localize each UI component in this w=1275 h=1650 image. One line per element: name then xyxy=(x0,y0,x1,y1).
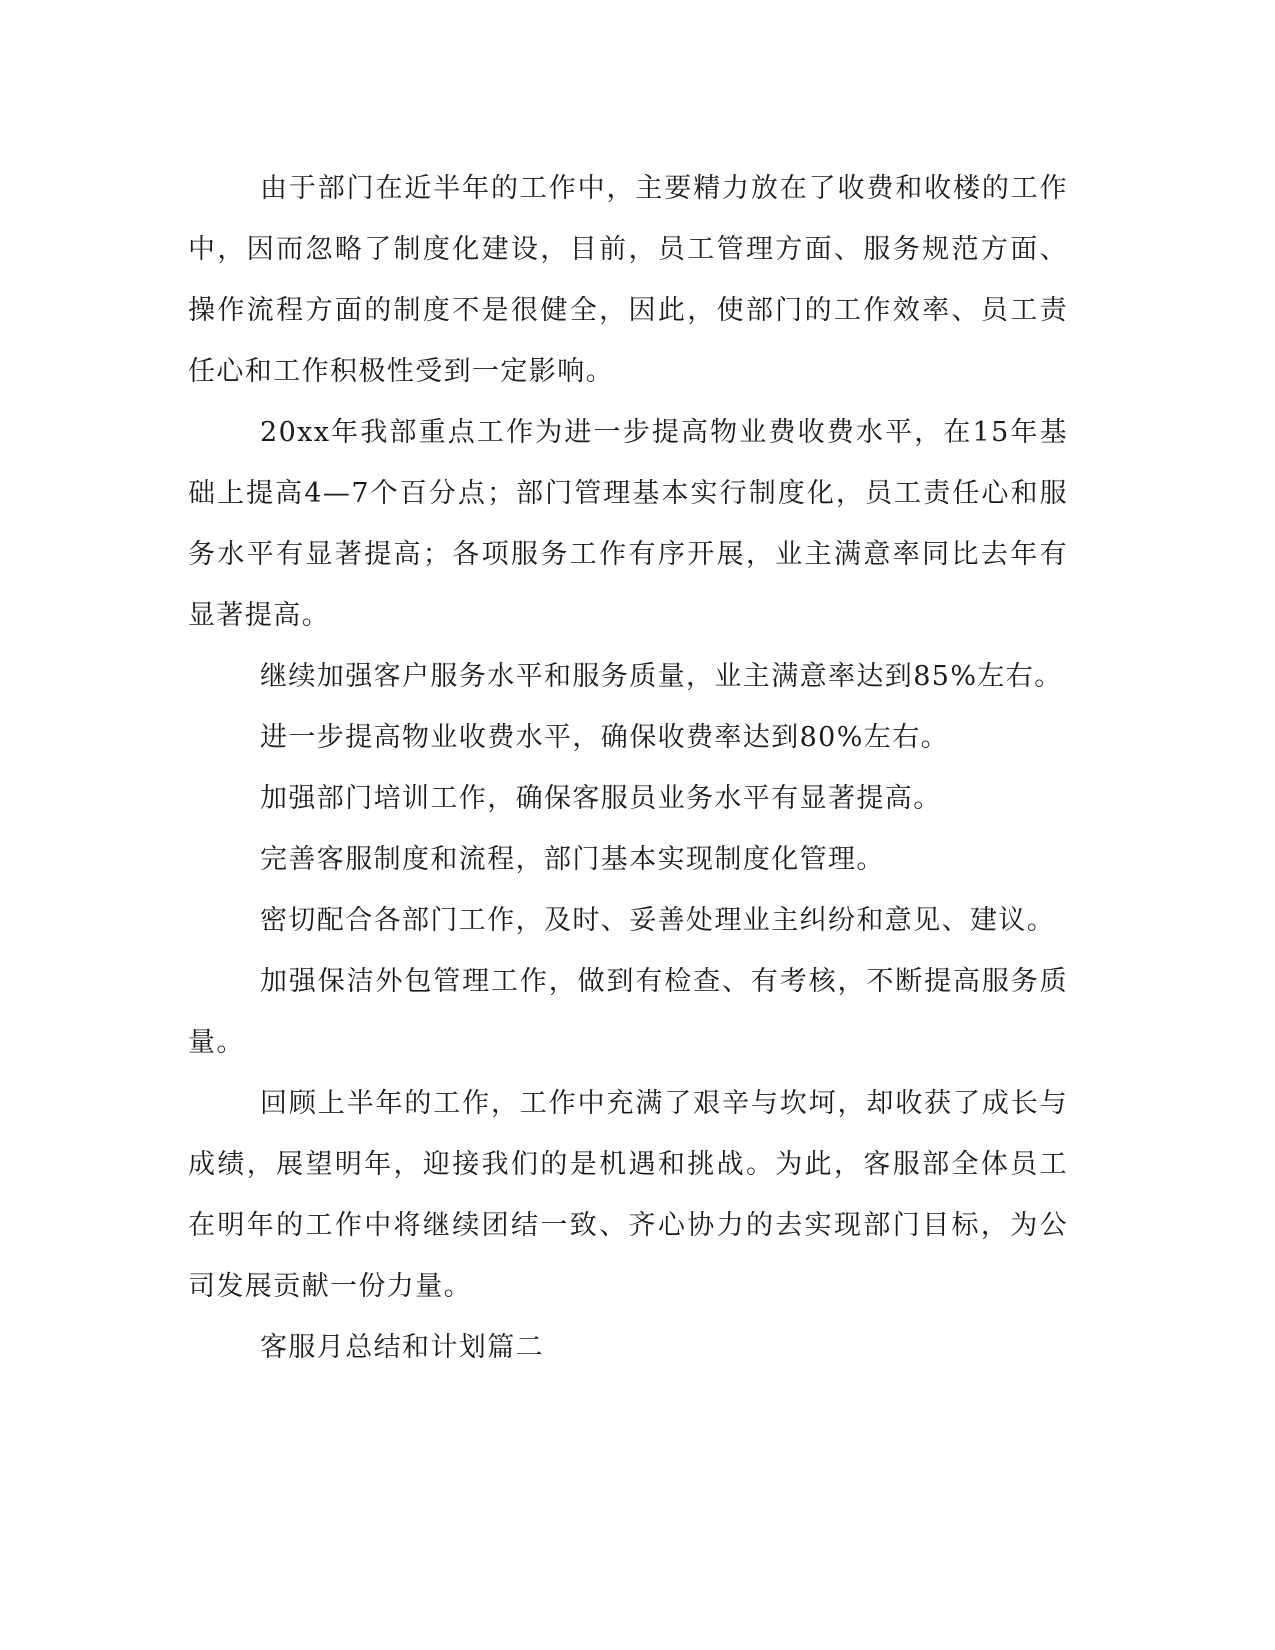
document-body xyxy=(188,158,1068,1378)
paragraph-review: 回顾上半年的工作，工作中充满了艰辛与坎坷，却收获了成长与成绩，展望明年，迎接我们的是机遇和挑战。为此，客服部全体员工在明年的工作中将继续团结一致、齐心协力的去实现部门目标，为公司发展贡献一份力量。 xyxy=(188,1088,1068,1302)
paragraph-cleaning: 加强保洁外包管理工作，做到有检查、有考核，不断提高服务质量。 xyxy=(188,966,1068,1058)
paragraph-training: 加强部门培训工作，确保客服员业务水平有显著提高。 xyxy=(260,783,942,814)
paragraph-customer-service: 继续加强客户服务水平和服务质量，业主满意率达到85%左右。 xyxy=(260,661,1063,692)
paragraph-cooperation: 密切配合各部门工作，及时、妥善处理业主纠纷和意见、建议。 xyxy=(260,905,1056,936)
paragraph-fee-collection: 进一步提高物业收费水平，确保收费率达到80%左右。 xyxy=(260,722,950,753)
paragraph-process: 完善客服制度和流程，部门基本实现制度化管理。 xyxy=(260,844,885,875)
section-heading: 客服月总结和计划篇二 xyxy=(260,1332,544,1363)
paragraph-system-building: 由于部门在近半年的工作中，主要精力放在了收费和收楼的工作中，因而忽略了制度化建设，目前，员工管理方面、服务规范方面、操作流程方面的制度不是很健全，因此，使部门的工作效率、员工责任心和工作积极性受到一定影响。 xyxy=(188,173,1068,387)
paragraph-key-goals: 20xx年我部重点工作为进一步提高物业费收费水平，在15年基础上提高4—7个百分点；部门管理基本实行制度化，员工责任心和服务水平有显著提高；各项服务工作有序开展，业主满意率同比去年有显著提高。 xyxy=(188,417,1068,631)
